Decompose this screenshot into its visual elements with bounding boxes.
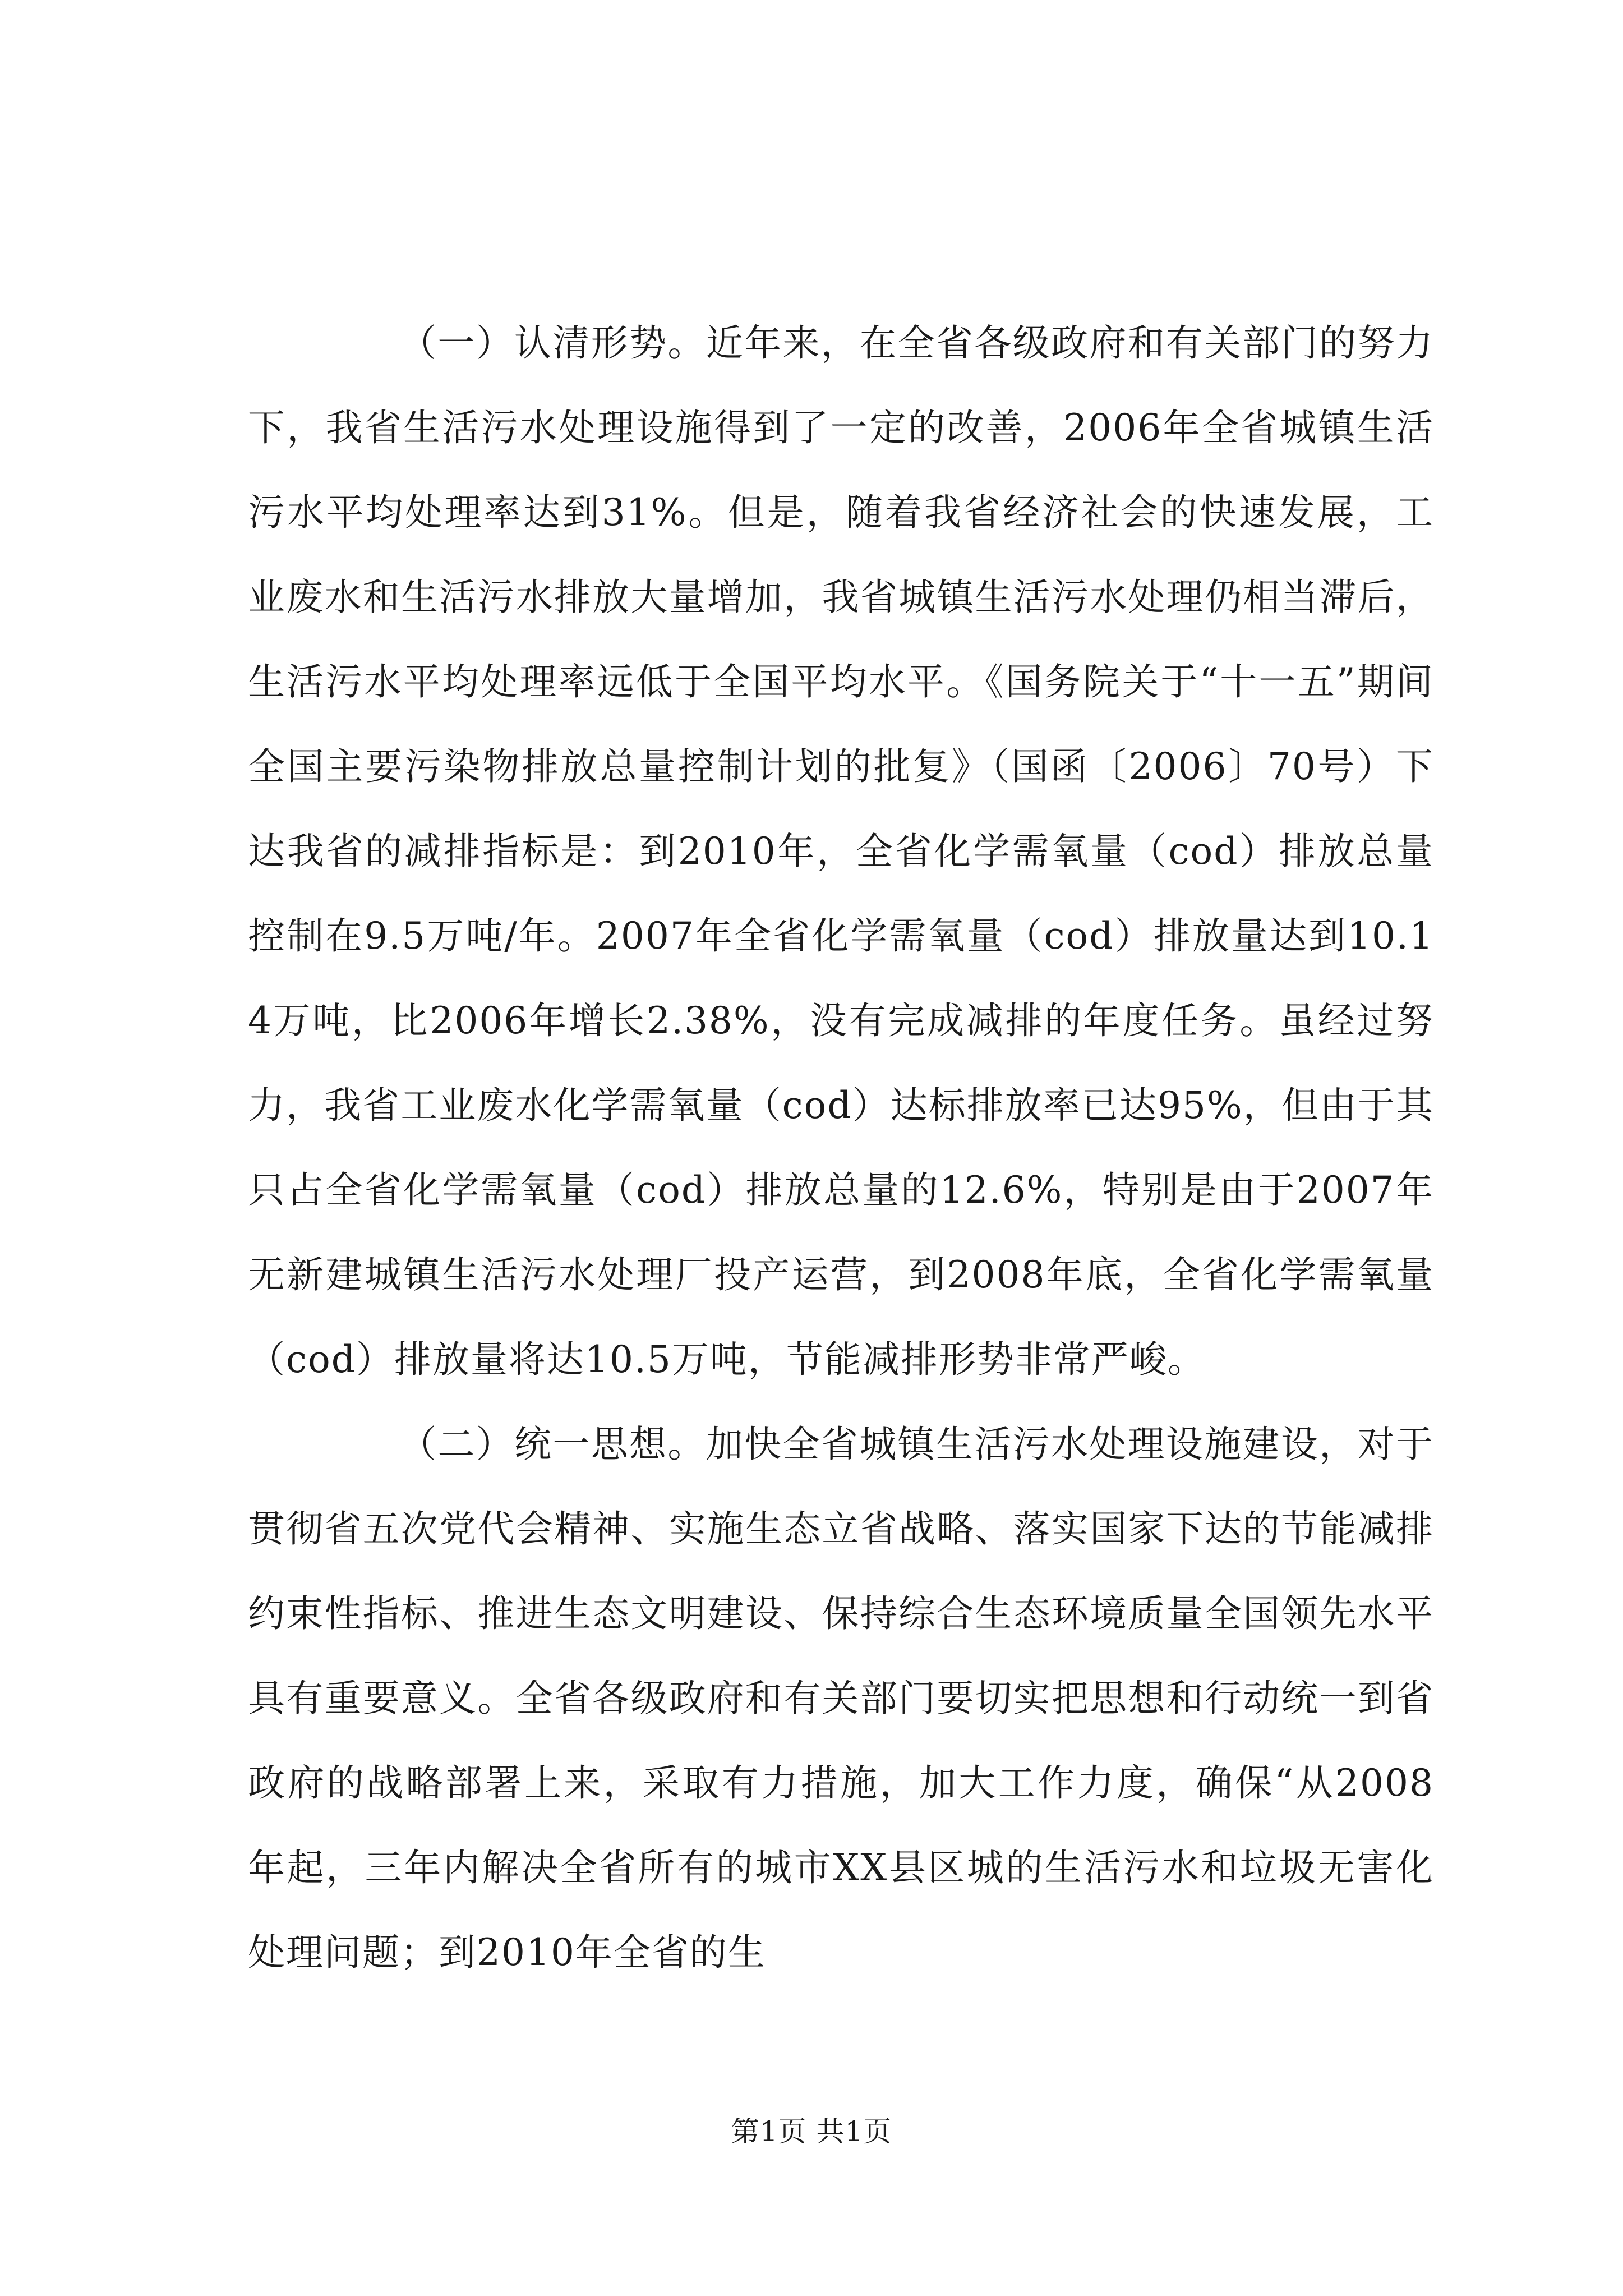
document-body: [248, 301, 1434, 1995]
page-footer: 第1页 共1页: [731, 2115, 892, 2148]
paragraph-unify-thinking: （二）统一思想。加快全省城镇生活污水处理设施建设，对于贯彻省五次党代会精神、实施生态立省战略、落实国家下达的节能减排约束性指标、推进生态文明建设、保持综合生态环境质量全国领先水平具有重要意义。全省各级政府和有关部门要切实把思想和行动统一到省政府的战略部署上来，采取有力措施，加大工作力度，确保“从2008年起，三年内解决全省所有的城市XX县区城的生活污水和垃圾无害化处理问题；到2010年全省的生: [248, 1423, 1434, 1974]
paragraph-situation: （一）认清形势。近年来，在全省各级政府和有关部门的努力下，我省生活污水处理设施得到了一定的改善，2006年全省城镇生活污水平均处理率达到31%。但是，随着我省经济社会的快速发展，工业废水和生活污水排放大量增加，我省城镇生活污水处理仍相当滞后，生活污水平均处理率远低于全国平均水平。《国务院关于“十一五”期间全国主要污染物排放总量控制计划的批复》（国函〔2006〕70号）下达我省的减排指标是：到2010年，全省化学需氧量（cod）排放总量控制在9.5万吨/年。2007年全省化学需氧量（cod）排放量达到10.14万吨，比2006年增长2.38%，没有完成减排的年度任务。虽经过努力，我省工业废水化学需氧量（cod）达标排放率已达95%，但由于其只占全省化学需氧量（cod）排放总量的12.6%，特别是由于2007年无新建城镇生活污水处理厂投产运营，到2008年底，全省化学需氧量（cod）排放量将达10.5万吨，节能减排形势非常严峻。: [248, 321, 1434, 1381]
